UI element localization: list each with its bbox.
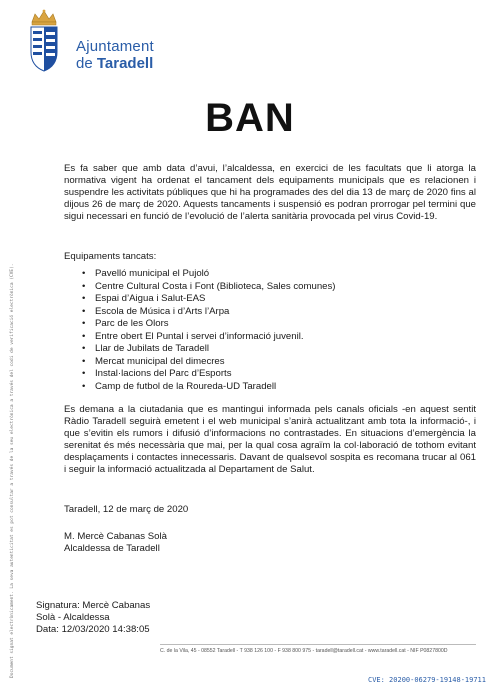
page-title: BAN xyxy=(205,96,295,140)
list-item xyxy=(82,343,472,356)
municipal-logo xyxy=(12,8,212,78)
list-item xyxy=(82,368,472,381)
list-item xyxy=(82,293,472,306)
org-name-line2 xyxy=(76,55,153,72)
signer-block xyxy=(64,531,167,555)
list-item-text: Centre Cultural Costa i Font (Biblioteca, Sales comunes) xyxy=(95,280,336,292)
org-name-line1: Ajuntament xyxy=(76,38,154,55)
cve-code: CVE: 20200-06279-19148-19711 xyxy=(367,676,486,684)
list-item-text: Mercat municipal del dimecres xyxy=(95,355,225,367)
bullet-icon: • xyxy=(82,268,86,279)
bullet-icon: • xyxy=(82,293,86,304)
list-item xyxy=(82,381,472,394)
crest-icon xyxy=(26,8,62,74)
bullet-icon: • xyxy=(82,330,86,342)
list-item xyxy=(82,318,472,331)
list-item-text: Escola de Música i d’Arts l’Arpa xyxy=(95,305,230,317)
equipments-heading: Equipaments tancats: xyxy=(64,251,157,262)
footer-divider xyxy=(160,644,476,645)
bullet-icon: • xyxy=(82,280,86,292)
list-item-text: Entre obert El Puntal i servei d’informació juvenil. xyxy=(95,330,304,342)
list-item xyxy=(82,268,472,281)
org-name-prefix: de xyxy=(76,55,93,72)
bullet-icon: • xyxy=(82,368,86,379)
signature-line1: Signatura: Mercè Cabanas xyxy=(36,600,151,611)
list-item-text: Pavelló municipal el Pujoló xyxy=(95,268,210,279)
list-item-text: Llar de Jubilats de Taradell xyxy=(95,343,209,354)
intro-paragraph: Es fa saber que amb data d’avui, l’alcaldessa, en exercici de les facultats que li atorga la normativa vigent ha ordenat el tancament dels equipaments municipals que es relacionen i suspendre les activitats públiques que hi ha programades des del dia 13 de març de 2020 fins al dijous 26 de març de 2020. Aquests tancaments i suspensió es podran prorrogar pel termini que sigui necessari en funció de l’evolució de l’alerta sanitària provocada pel virus Covid-19. xyxy=(64,163,476,222)
signer-name: M. Mercè Cabanas Solà xyxy=(64,531,167,542)
list-item-text: Espai d’Aigua i Salut-EAS xyxy=(95,293,206,304)
list-item xyxy=(82,306,472,319)
signature-line2: Solà - Alcaldessa xyxy=(36,612,110,623)
side-verification-note: Document signat electrònicament. La seva autenticitat es pot consultar a través de la seu electrònica a través del codi de verificació electrònica (CVE). xyxy=(10,263,15,678)
bullet-icon: • xyxy=(82,380,86,392)
date-line: Taradell, 12 de març de 2020 xyxy=(64,504,189,515)
signature-line3: Data: 12/03/2020 14:38:05 xyxy=(36,624,150,635)
list-item xyxy=(82,281,472,294)
signer-role: Alcaldessa de Taradell xyxy=(64,543,160,554)
equipments-list xyxy=(82,268,472,393)
list-item-text: Parc de les Olors xyxy=(95,318,169,329)
closing-paragraph: Es demana a la ciutadania que es mantingui informada pels canals oficials -en aquest sentit Ràdio Taradell seguirà emetent i el web municipal s’anirà actualitzant amb tota la informació-, i que s’evitin els rumors i difusió d’informacions no contrastades. En situacions d’emergència la serenitat és més necessària que mai, per la qual cosa agraïm la col·laboració de tothom evitant desplaçaments i contactes innecessaris. Davant de qualsevol sospita es recomana trucar al 061 i seguir la informació actualitzada al Departament de Salut. xyxy=(64,404,476,475)
digital-signature xyxy=(36,600,150,636)
bullet-icon: • xyxy=(82,343,86,354)
bullet-icon: • xyxy=(82,318,86,329)
bullet-icon: • xyxy=(82,355,86,367)
bullet-icon: • xyxy=(82,305,86,317)
list-item xyxy=(82,331,472,344)
list-item-text: Camp de futbol de la Roureda-UD Taradell xyxy=(95,380,277,392)
list-item-text: Instal·lacions del Parc d’Esports xyxy=(95,368,232,379)
org-name-town: Taradell xyxy=(96,55,154,72)
footer-address: C. de la Vila, 45 - 08552 Taradell - T 938 126 100 - F 938 800 975 - taradell@taradell.cat - www.taradell.cat - NIF P0827800D xyxy=(160,648,448,654)
list-item xyxy=(82,356,472,369)
